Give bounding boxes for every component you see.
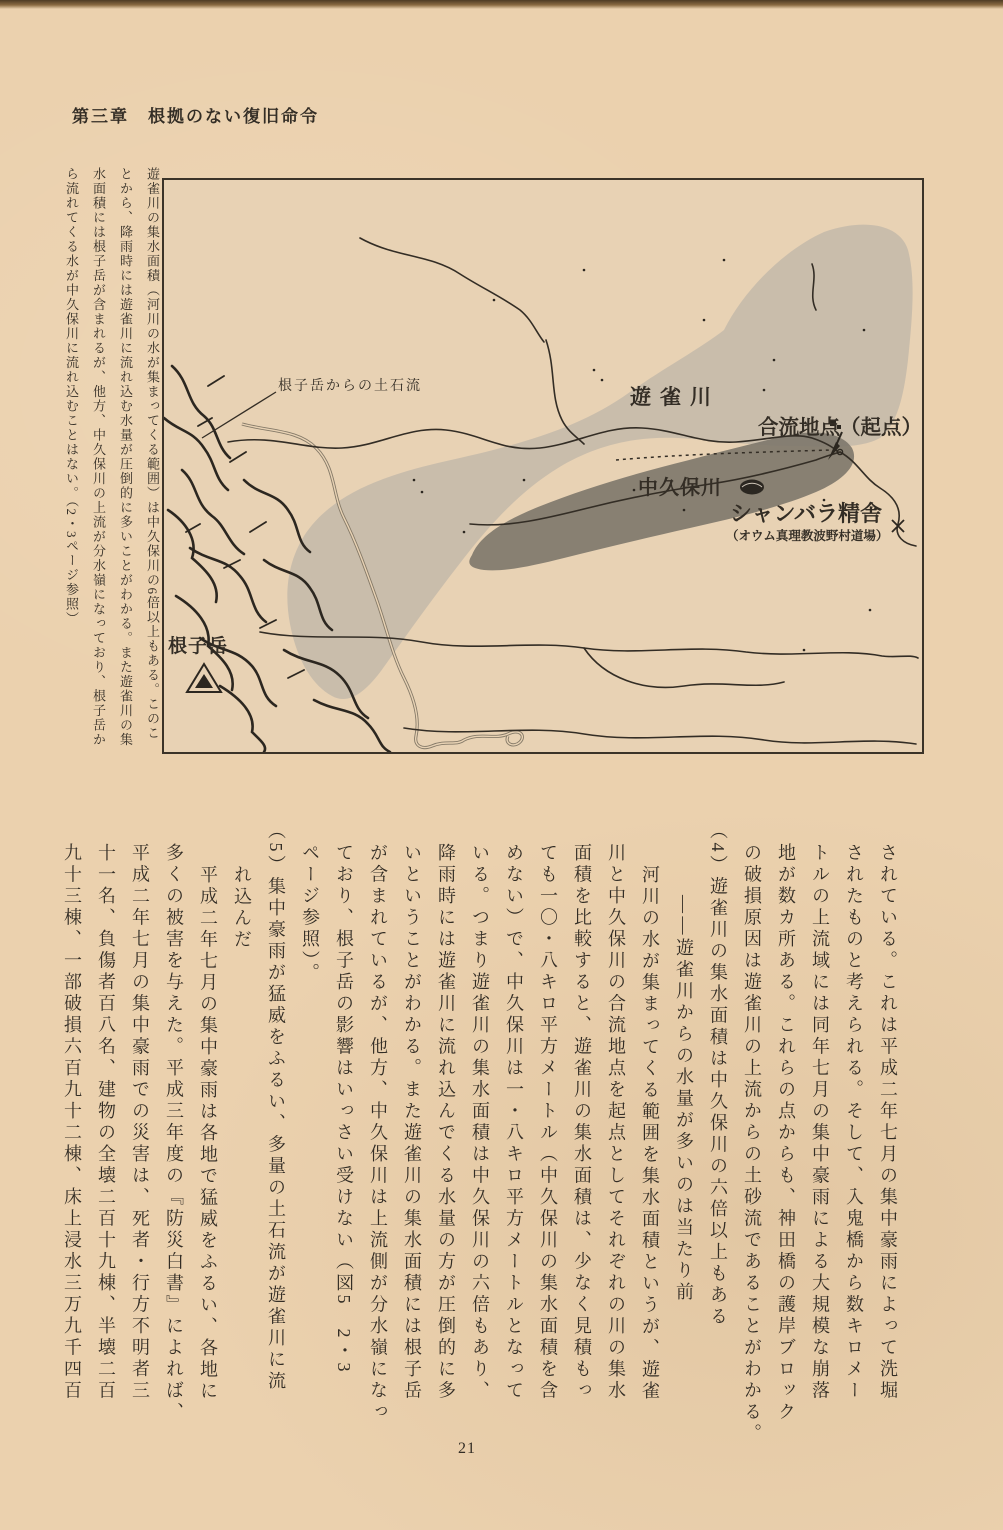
mudflow-label: 根子岳からの土石流 [278, 379, 422, 394]
shambhala-label: シャンバラ精舎 [730, 501, 883, 526]
body-column: ており、根子岳の影響はいっさい受けない（図5 2・3 [334, 843, 354, 1375]
scan-edge [0, 0, 1003, 9]
watershed-map [164, 180, 922, 752]
page-number: 21 [458, 1440, 476, 1457]
body-column: いる。つまり遊雀川の集水面積は中久保川の六倍もあり、 [470, 843, 490, 1402]
body-column: めない）で、中久保川は一・八キロ平方メートルとなって [504, 843, 524, 1402]
temple-marker [740, 480, 764, 495]
caption-column: 遊雀川の集水面積（河川の水が集まってくる範囲）は中久保川の6倍以上もある。このこ [145, 167, 160, 741]
river-label-yujaku: 遊雀川 [630, 386, 720, 409]
body-column: 河川の水が集まってくる範囲を集水面積というが、遊雀 [640, 865, 660, 1403]
body-column: れ込んだ [232, 865, 252, 951]
caption-column: 水面積には根子岳が含まれるが、他方、中久保川の上流が分水嶺になっており、根子岳か [91, 167, 106, 747]
body-column: ――遊雀川からの水量が多いのは当たり前 [674, 895, 694, 1304]
body-column: されたものと考えられる。そして、入鬼橋から数キロメー [844, 843, 864, 1402]
body-column: ても一〇・八キロ平方メートル（中久保川の集水面積を含 [538, 843, 558, 1402]
body-column: （5）集中豪雨が猛威をふるい、多量の土石流が遊雀川に流 [266, 821, 286, 1393]
body-text [55, 821, 905, 1465]
body-column: されている。これは平成二年七月の集中豪雨によって洗堀 [878, 843, 898, 1402]
map-frame [162, 178, 924, 754]
figure-caption [58, 167, 166, 757]
body-column: 十一名、負傷者百八名、建物の全壊二百十九棟、半壊二百 [96, 843, 116, 1402]
body-column: （4）遊雀川の集水面積は中久保川の六倍以上もある [708, 821, 728, 1328]
body-column: 川と中久保川の合流地点を起点としてそれぞれの川の集水 [606, 843, 626, 1402]
body-column: 平成二年七月の集中豪雨は各地で猛威をふるい、各地に [198, 865, 218, 1403]
body-column: トルの上流域には同年七月の集中豪雨による大規模な崩落 [810, 843, 830, 1402]
body-column: ページ参照）。 [300, 843, 320, 985]
body-column: 平成二年七月の集中豪雨での災害は、死者・行方不明者三 [130, 843, 150, 1402]
mountain-triangle-icon [187, 664, 221, 692]
shambhala-sub-label: （オウム真理教波野村道場） [726, 529, 889, 543]
confluence-label: 合流地点（起点） [758, 416, 922, 439]
body-column: いということがわかる。また遊雀川の集水面積には根子岳 [402, 843, 422, 1402]
pointer-line [202, 392, 276, 438]
chapter-header: 第三章 根拠のない復旧命令 [72, 107, 319, 126]
body-column: 降雨時には遊雀川に流れ込んでくる水量の方が圧倒的に多 [436, 843, 456, 1402]
body-column: 多くの被害を与えた。平成三年度の『防災白書』によれば、 [164, 843, 184, 1424]
body-column: 九十三棟、一部破損六百九十二棟、床上浸水三万九千四百 [62, 843, 82, 1402]
river-label-nakakubo: 中久保川 [638, 477, 722, 499]
body-column: の破損原因は遊雀川の上流からの土砂流であることがわかる。 [742, 843, 762, 1445]
nekodake-label: 根子岳 [168, 636, 229, 657]
body-column: 面積を比較すると、遊雀川の集水面積は、少なく見積もっ [572, 843, 592, 1402]
body-column: が含まれているが、他方、中久保川は上流側が分水嶺になっ [368, 843, 388, 1424]
caption-column: とから、降雨時には遊雀川に流れ込む水量が圧倒的に多いことがわかる。また遊雀川の集 [118, 167, 133, 747]
body-column: 地が数カ所ある。これらの点からも、神田橋の護岸ブロック [776, 843, 796, 1424]
caption-column: ら流れてくる水が中久保川に流れ込むことはない。（2・3ページ参照） [64, 167, 79, 626]
